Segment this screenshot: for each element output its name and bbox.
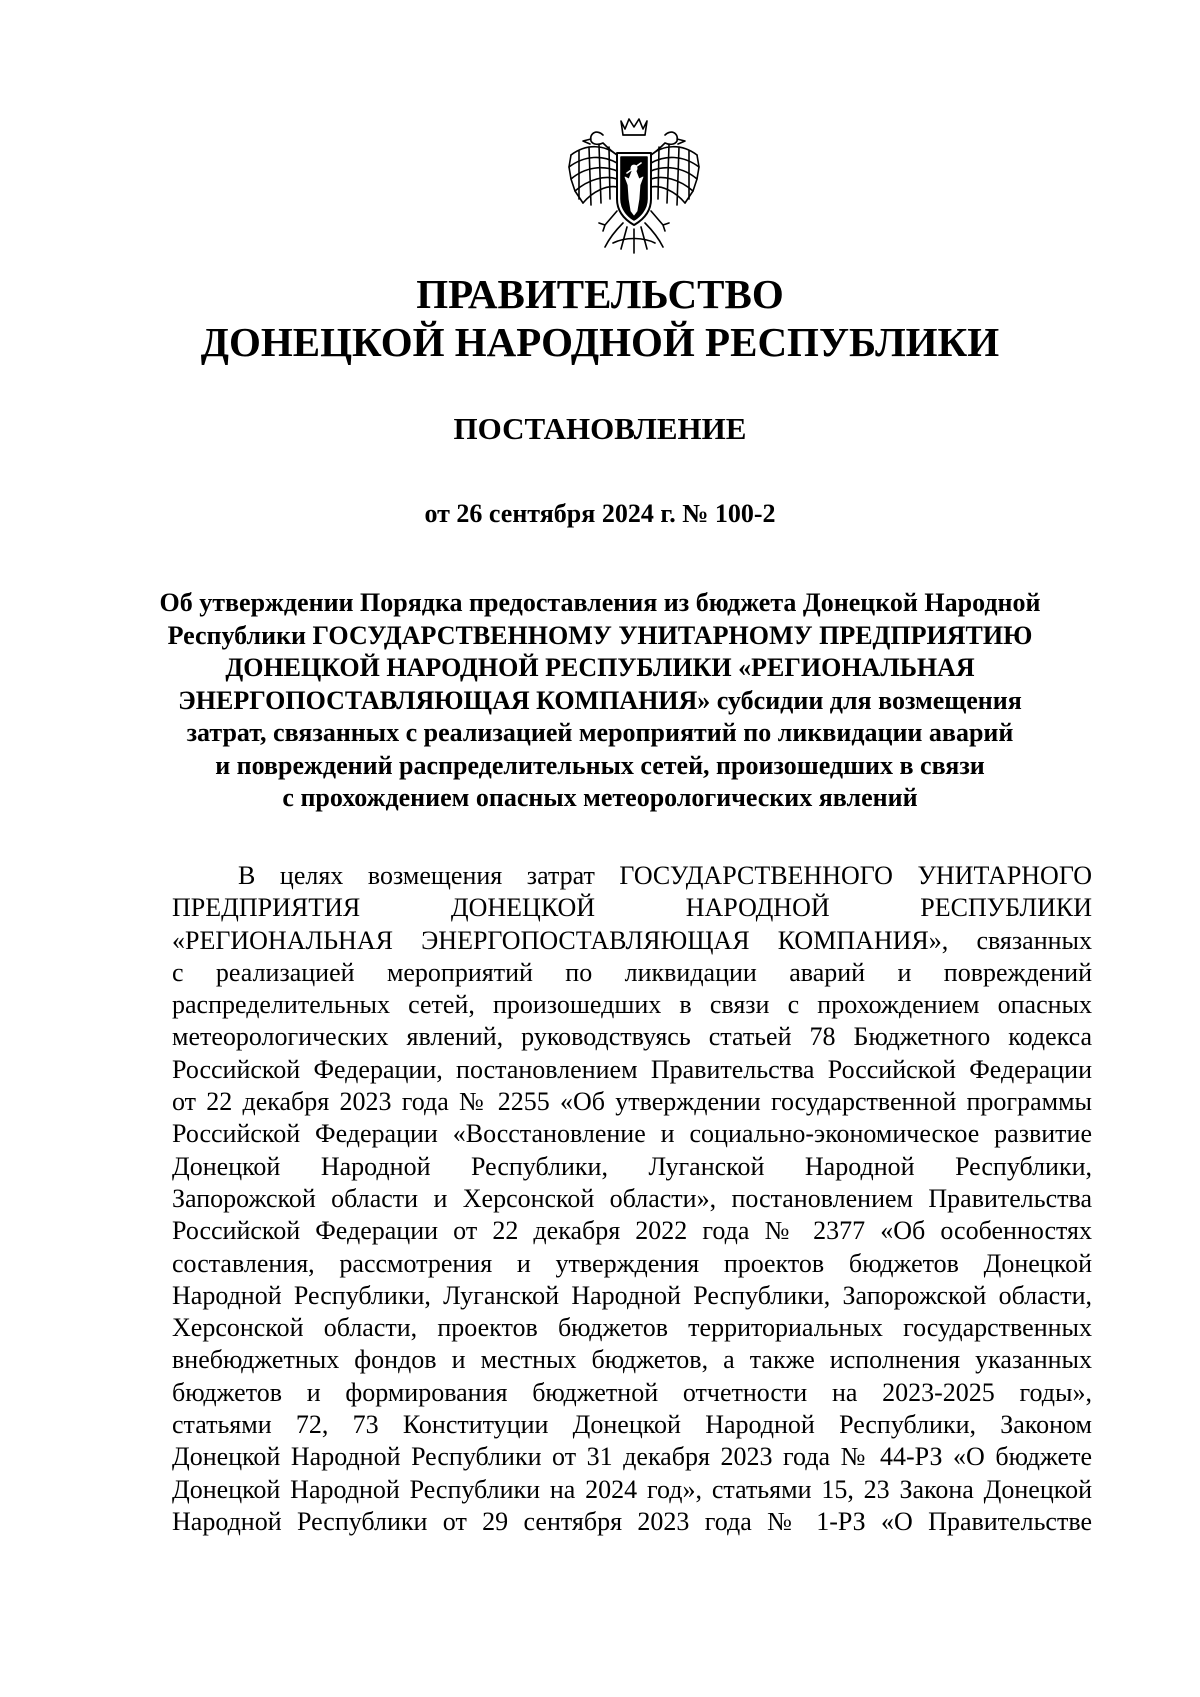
document-subject (140, 587, 1060, 815)
subject-line: ДОНЕЦКОЙ НАРОДНОЙ РЕСПУБЛИКИ «РЕГИОНАЛЬНАЯ (225, 653, 975, 682)
body-line: Российской Федерации, постановлением Правительства Российской Федерации (172, 1054, 1092, 1084)
body-line: Российской Федерации от 22 декабря 2022 года № 2377 «Об особенностях (172, 1216, 1092, 1246)
subject-line: ЭНЕРГОПОСТАВЛЯЮЩАЯ КОМПАНИЯ» субсидии для возмещения (178, 685, 1022, 715)
body-line: Российской Федерации «Восстановление и социально-экономическое развитие (172, 1119, 1092, 1149)
document-date-number: от 26 сентября 2024 г. № 100-2 (424, 499, 776, 528)
body-line: Запорожской области и Херсонской области», постановлением Правительства (172, 1183, 1092, 1213)
body-line: Народной Республики от 29 сентября 2023 года № 1-РЗ «О Правительстве (172, 1506, 1092, 1536)
government-title (0, 270, 1200, 366)
preamble-paragraph (172, 860, 1092, 1538)
body-line: В целях возмещения затрат ГОСУДАРСТВЕННОГО УНИТАРНОГО (238, 861, 1092, 890)
government-title-line-2: ДОНЕЦКОЙ НАРОДНОЙ РЕСПУБЛИКИ (200, 319, 1000, 365)
subject-line: Об утверждении Порядка предоставления из бюджета Донецкой Народной (159, 588, 1041, 617)
government-title-line-1: ПРАВИТЕЛЬСТВО (416, 271, 784, 317)
document-type: ПОСТАНОВЛЕНИЕ (453, 411, 747, 446)
body-line: от 22 декабря 2023 года № 2255 «Об утверждении государственной программы (172, 1087, 1092, 1117)
body-line: статьями 72, 73 Конституции Донецкой Народной Республики, Законом (172, 1410, 1092, 1440)
body-line: Донецкой Народной Республики на 2024 год», статьями 15, 23 Закона Донецкой (172, 1474, 1092, 1504)
body-line: ПРЕДПРИЯТИЯ ДОНЕЦКОЙ НАРОДНОЙ РЕСПУБЛИКИ (172, 893, 1092, 923)
subject-line: Республики ГОСУДАРСТВЕННОМУ УНИТАРНОМУ ПРЕДПРИЯТИЮ (167, 620, 1033, 650)
body-line: бюджетов и формирования бюджетной отчетности на 2023-2025 годы», (172, 1377, 1092, 1407)
body-line: Херсонской области, проектов бюджетов территориальных государственных (172, 1313, 1092, 1343)
body-line: составления, рассмотрения и утверждения проектов бюджетов Донецкой (172, 1248, 1092, 1278)
body-line: Народной Республики, Луганской Народной Республики, Запорожской области, (172, 1280, 1092, 1310)
body-line: внебюджетных фондов и местных бюджетов, а также исполнения указанных (172, 1345, 1092, 1375)
body-line: метеорологических явлений, руководствуясь статьей 78 Бюджетного кодекса (172, 1022, 1092, 1052)
body-line: с реализацией мероприятий по ликвидации аварий и повреждений (172, 957, 1092, 987)
body-line: «РЕГИОНАЛЬНАЯ ЭНЕРГОПОСТАВЛЯЮЩАЯ КОМПАНИЯ», связанных (172, 925, 1092, 955)
body-line: Донецкой Народной Республики, Луганской Народной Республики, (172, 1151, 1092, 1181)
subject-line: с прохождением опасных метеорологических явлений (282, 783, 918, 812)
double-headed-eagle-icon (565, 115, 703, 255)
coat-of-arms-emblem (565, 115, 703, 255)
subject-line: затрат, связанных с реализацией мероприятий по ликвидации аварий (186, 718, 1014, 747)
body-line: Донецкой Народной Республики от 31 декабря 2023 года № 44-РЗ «О бюджете (172, 1442, 1092, 1472)
body-line: распределительных сетей, произошедших в связи с прохождением опасных (172, 990, 1092, 1020)
subject-line: и повреждений распределительных сетей, произошедших в связи (215, 750, 985, 780)
